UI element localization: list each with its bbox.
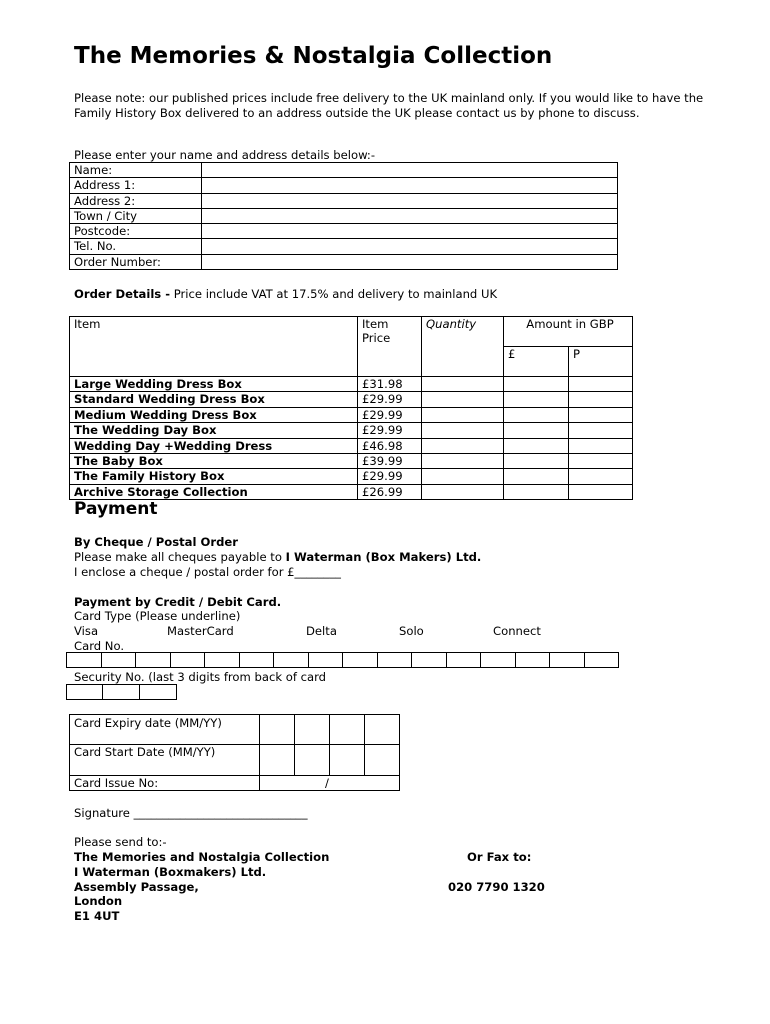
item-name: Standard Wedding Dress Box xyxy=(70,392,358,407)
pounds-input[interactable] xyxy=(504,407,569,422)
pence-input[interactable] xyxy=(569,407,633,422)
item-price: £29.99 xyxy=(358,469,422,484)
pounds-input[interactable] xyxy=(504,484,569,499)
pounds-input[interactable] xyxy=(504,438,569,453)
security-digit-box[interactable] xyxy=(66,684,103,700)
card-number-digit-box[interactable] xyxy=(66,652,102,668)
address-label: Name: xyxy=(70,163,202,178)
item-price: £29.99 xyxy=(358,407,422,422)
cheque-payee-prefix: Please make all cheques payable to xyxy=(74,550,286,564)
card-number-digit-box[interactable] xyxy=(480,652,516,668)
table-row xyxy=(70,392,633,407)
address-row xyxy=(70,224,618,239)
quantity-input[interactable] xyxy=(422,453,504,468)
payment-heading: Payment xyxy=(74,499,158,519)
card-number-digit-box[interactable] xyxy=(549,652,585,668)
item-price: £31.98 xyxy=(358,377,422,392)
issue-no-slash: / xyxy=(325,776,329,790)
table-row xyxy=(70,438,633,453)
table-row xyxy=(70,469,633,484)
address-row xyxy=(70,193,618,208)
delivery-note: Please note: our published prices include free delivery to the UK mainland only. If you would like to have the Family History Box delivered to an address outside the UK please contact us by phone to discuss. xyxy=(74,91,704,120)
address-label: Address 2: xyxy=(70,193,202,208)
card-number-digit-box[interactable] xyxy=(135,652,171,668)
address-row xyxy=(70,208,618,223)
card-number-digit-box[interactable] xyxy=(204,652,240,668)
address-input[interactable] xyxy=(202,163,618,178)
card-number-digit-box[interactable] xyxy=(101,652,137,668)
start-date-input[interactable] xyxy=(260,745,294,775)
pounds-input[interactable] xyxy=(504,423,569,438)
security-digit-box[interactable] xyxy=(139,684,177,700)
card-number-digit-box[interactable] xyxy=(377,652,413,668)
address-row xyxy=(70,163,618,178)
col-quantity-header: Quantity xyxy=(422,317,504,377)
card-type-connect[interactable]: Connect xyxy=(493,624,541,638)
order-details-heading-bold: Order Details - xyxy=(74,287,171,301)
item-price: £29.99 xyxy=(358,392,422,407)
quantity-input[interactable] xyxy=(422,392,504,407)
col-item-header: Item xyxy=(70,317,358,377)
table-row xyxy=(70,407,633,422)
issue-no-input[interactable] xyxy=(260,776,399,790)
send-to-line: I Waterman (Boxmakers) Ltd. xyxy=(74,865,267,879)
pence-input[interactable] xyxy=(569,469,633,484)
table-row xyxy=(70,484,633,499)
card-type-label: Card Type (Please underline) xyxy=(74,609,241,623)
card-type-visa[interactable]: Visa xyxy=(74,624,99,638)
card-number-digit-box[interactable] xyxy=(239,652,275,668)
expiry-input[interactable] xyxy=(260,715,294,744)
cheque-payee: I Waterman (Box Makers) Ltd. xyxy=(285,550,482,564)
quantity-input[interactable] xyxy=(422,377,504,392)
card-number-digit-box[interactable] xyxy=(515,652,551,668)
pence-input[interactable] xyxy=(569,423,633,438)
quantity-input[interactable] xyxy=(422,438,504,453)
send-to-intro: Please send to:- xyxy=(74,835,167,849)
cheque-amount-line: I enclose a cheque / postal order for £________ xyxy=(74,565,341,579)
pence-input[interactable] xyxy=(569,484,633,499)
divider xyxy=(329,714,330,776)
address-label: Tel. No. xyxy=(70,239,202,254)
item-name: The Wedding Day Box xyxy=(70,423,358,438)
fax-number: 020 7790 1320 xyxy=(448,880,545,894)
cheque-heading: By Cheque / Postal Order xyxy=(74,535,238,549)
item-price: £26.99 xyxy=(358,484,422,499)
address-label: Address 1: xyxy=(70,178,202,193)
item-name: Large Wedding Dress Box xyxy=(70,377,358,392)
address-input[interactable] xyxy=(202,208,618,223)
card-number-digit-box[interactable] xyxy=(342,652,378,668)
item-price: £46.98 xyxy=(358,438,422,453)
page-title: The Memories & Nostalgia Collection xyxy=(74,43,553,69)
address-table xyxy=(69,162,618,270)
send-to-line: Assembly Passage, xyxy=(74,880,199,894)
start-date-label: Card Start Date (MM/YY) xyxy=(74,745,216,759)
address-input[interactable] xyxy=(202,224,618,239)
quantity-input[interactable] xyxy=(422,407,504,422)
table-row xyxy=(70,423,633,438)
order-details-heading xyxy=(74,287,497,302)
quantity-input[interactable] xyxy=(422,469,504,484)
address-input[interactable] xyxy=(202,254,618,269)
card-heading: Payment by Credit / Debit Card. xyxy=(74,595,282,609)
col-pounds-header: £ xyxy=(504,347,569,377)
address-input[interactable] xyxy=(202,239,618,254)
pounds-input[interactable] xyxy=(504,377,569,392)
divider xyxy=(364,714,365,776)
item-name: Archive Storage Collection xyxy=(70,484,358,499)
send-to-line: The Memories and Nostalgia Collection xyxy=(74,850,330,864)
address-row xyxy=(70,239,618,254)
fax-label: Or Fax to: xyxy=(467,850,532,864)
card-number-digit-box[interactable] xyxy=(446,652,482,668)
address-intro: Please enter your name and address details below:- xyxy=(74,148,376,162)
pounds-input[interactable] xyxy=(504,453,569,468)
pence-input[interactable] xyxy=(569,392,633,407)
table-row xyxy=(70,377,633,392)
item-name: The Baby Box xyxy=(70,453,358,468)
card-no-label: Card No. xyxy=(74,639,125,653)
address-row xyxy=(70,178,618,193)
quantity-input[interactable] xyxy=(422,484,504,499)
table-row xyxy=(70,453,633,468)
order-details-heading-rest: Price include VAT at 17.5% and delivery to mainland UK xyxy=(170,287,498,301)
cheque-payee-line xyxy=(74,550,481,565)
card-type-delta[interactable]: Delta xyxy=(306,624,337,638)
pence-input[interactable] xyxy=(569,438,633,453)
item-name: Wedding Day +Wedding Dress xyxy=(70,438,358,453)
issue-no-label: Card Issue No: xyxy=(74,776,159,790)
address-input[interactable] xyxy=(202,178,618,193)
col-price-header: Item Price xyxy=(358,317,422,377)
card-number-digit-box[interactable] xyxy=(273,652,309,668)
address-input[interactable] xyxy=(202,193,618,208)
address-label: Postcode: xyxy=(70,224,202,239)
col-amount-header: Amount in GBP xyxy=(504,317,633,347)
item-name: The Family History Box xyxy=(70,469,358,484)
item-price: £39.99 xyxy=(358,453,422,468)
card-number-digit-box[interactable] xyxy=(170,652,206,668)
security-digit-box[interactable] xyxy=(102,684,140,700)
pence-input[interactable] xyxy=(569,453,633,468)
expiry-label: Card Expiry date (MM/YY) xyxy=(74,716,222,730)
address-label: Order Number: xyxy=(70,254,202,269)
col-pence-header: P xyxy=(569,347,633,377)
signature-line[interactable]: Signature ______________________________ xyxy=(74,806,308,820)
quantity-input[interactable] xyxy=(422,423,504,438)
card-type-solo[interactable]: Solo xyxy=(399,624,424,638)
address-row xyxy=(70,254,618,269)
security-label: Security No. (last 3 digits from back of card xyxy=(74,670,327,684)
pence-input[interactable] xyxy=(569,377,633,392)
card-type-mastercard[interactable]: MasterCard xyxy=(167,624,234,638)
item-price: £29.99 xyxy=(358,423,422,438)
address-label: Town / City xyxy=(70,208,202,223)
send-to-line: E1 4UT xyxy=(74,909,120,923)
pounds-input[interactable] xyxy=(504,469,569,484)
item-name: Medium Wedding Dress Box xyxy=(70,407,358,422)
pounds-input[interactable] xyxy=(504,392,569,407)
card-number-digit-box[interactable] xyxy=(411,652,447,668)
card-number-digit-box[interactable] xyxy=(308,652,344,668)
order-table xyxy=(69,316,633,500)
card-number-digit-box[interactable] xyxy=(584,652,620,668)
send-to-line: London xyxy=(74,894,123,908)
divider xyxy=(294,714,295,776)
